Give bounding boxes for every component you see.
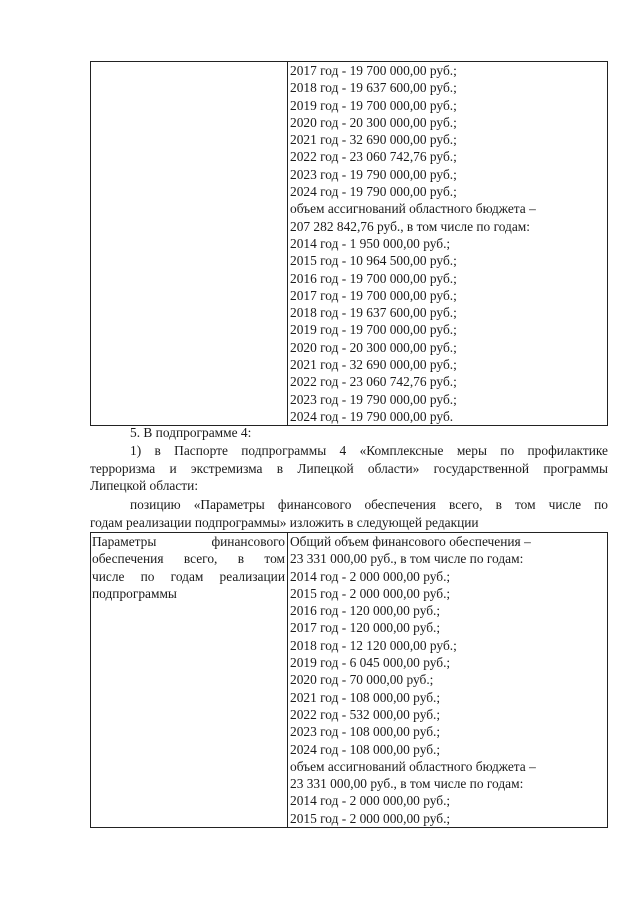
budget-heading-line: объем ассигнований областного бюджета – [290, 201, 536, 217]
table-row [91, 62, 608, 426]
year-line: 2014 год - 1 950 000,00 руб.; [290, 235, 451, 251]
paragraph-line: 1) в Паспорте подпрограммы 4 «Комплексные меры по профилактике [130, 443, 608, 458]
table-cell-parameter [91, 62, 288, 426]
paragraph-line: Липецкой области: [90, 478, 199, 493]
year-line: 2021 год - 32 690 000,00 руб.; [290, 132, 457, 148]
year-line: 2017 год - 120 000,00 руб.; [290, 620, 441, 636]
budget-total-line: 207 282 842,76 руб., в том числе по годам: [290, 218, 530, 234]
year-line: 2022 год - 23 060 742,76 руб.; [290, 149, 457, 165]
table-cell-parameter [91, 533, 288, 828]
year-line: 2016 год - 120 000,00 руб.; [290, 603, 441, 619]
year-line: 2015 год - 10 964 500,00 руб.; [290, 253, 457, 269]
table-row [91, 533, 608, 828]
total-amount-line: 23 331 000,00 руб., в том числе по годам: [290, 551, 524, 567]
year-line: 2018 год - 19 637 600,00 руб.; [290, 80, 457, 96]
subprogram-heading-paragraph [90, 424, 608, 442]
year-line: 2023 год - 108 000,00 руб.; [290, 724, 441, 740]
year-line: 2018 год - 19 637 600,00 руб.; [290, 305, 457, 321]
year-line: 2020 год - 20 300 000,00 руб.; [290, 339, 457, 355]
year-line: 2016 год - 19 700 000,00 руб.; [290, 270, 457, 286]
paragraph-line: позицию «Параметры финансового обеспечения всего, в том числе по [130, 497, 608, 512]
year-line: 2023 год - 19 790 000,00 руб.; [290, 166, 457, 182]
year-line: 2015 год - 2 000 000,00 руб.; [290, 810, 451, 826]
year-line: 2022 год - 532 000,00 руб.; [290, 706, 441, 722]
parameter-label-line: обеспечения всего, в том [92, 551, 285, 567]
subprogram-4-funding-table [90, 532, 608, 828]
year-line: 2024 год - 19 790 000,00 руб. [290, 408, 454, 424]
year-line: 2021 год - 32 690 000,00 руб.; [290, 357, 457, 373]
year-line: 2015 год - 2 000 000,00 руб.; [290, 585, 451, 601]
year-line: 2022 год - 23 060 742,76 руб.; [290, 374, 457, 390]
budget-heading-line: объем ассигнований областного бюджета – [290, 758, 536, 774]
year-line: 2014 год - 2 000 000,00 руб.; [290, 793, 451, 809]
year-line: 2014 год - 2 000 000,00 руб.; [290, 568, 451, 584]
year-line: 2021 год - 108 000,00 руб.; [290, 689, 441, 705]
year-line: 2019 год - 19 700 000,00 руб.; [290, 97, 457, 113]
paragraph-line: терроризма и экстремизма в Липецкой области» государственной программы [90, 460, 608, 476]
year-line: 2024 год - 108 000,00 руб.; [290, 741, 441, 757]
budget-total-line: 23 331 000,00 руб., в том числе по годам: [290, 776, 524, 792]
table-cell-values [288, 62, 608, 426]
passport-paragraph [90, 442, 608, 495]
year-line: 2019 год - 19 700 000,00 руб.; [290, 322, 457, 338]
year-line: 2019 год - 6 045 000,00 руб.; [290, 655, 451, 671]
paragraph-line: годам реализации подпрограммы» изложить в следующей редакции [90, 514, 479, 530]
year-line: 2024 год - 19 790 000,00 руб.; [290, 184, 457, 200]
year-line: 2020 год - 70 000,00 руб.; [290, 672, 434, 688]
year-line: 2017 год - 19 700 000,00 руб.; [290, 287, 457, 303]
year-line: 2023 год - 19 790 000,00 руб.; [290, 391, 457, 407]
total-heading-line: Общий объем финансового обеспечения – [290, 534, 531, 549]
year-line: 2020 год - 20 300 000,00 руб.; [290, 114, 457, 130]
table-cell-values [288, 533, 608, 828]
position-paragraph [90, 496, 608, 531]
parameter-label-line: числе по годам реализации [92, 568, 285, 584]
parameter-label-line: подпрограммы [92, 585, 177, 601]
paragraph-text: 5. В подпрограмме 4: [130, 425, 252, 440]
year-line: 2018 год - 12 120 000,00 руб.; [290, 637, 457, 653]
funding-table-continuation [90, 61, 608, 426]
year-line: 2017 год - 19 700 000,00 руб.; [290, 63, 457, 78]
parameter-label-line: Параметры финансового [92, 534, 285, 549]
